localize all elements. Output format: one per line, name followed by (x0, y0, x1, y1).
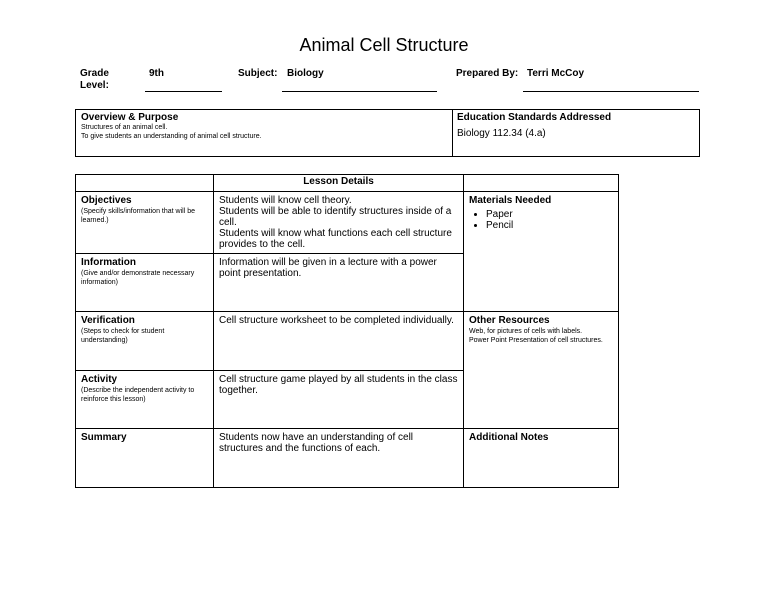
prepared-by-label: Prepared By: (456, 68, 519, 79)
verification-text: Cell structure worksheet to be completed individually. (219, 315, 454, 326)
resources-heading: Other Resources (469, 315, 550, 326)
verification-subtitle: (Steps to check for student understanding) (81, 328, 165, 344)
subject-value: Biology (287, 68, 324, 79)
materials-cell (464, 192, 619, 312)
resources-line: Web, for pictures of cells with labels. (469, 328, 583, 335)
lesson-details-table (75, 174, 619, 488)
overview-heading: Overview & Purpose (81, 112, 179, 123)
grade-level-label: Grade Level: (80, 68, 109, 91)
standards-section (457, 112, 692, 139)
table-row (76, 429, 619, 488)
overview-standards-box (75, 109, 700, 157)
header-empty-cell (464, 175, 619, 192)
header-empty-cell (76, 175, 214, 192)
notes-heading: Additional Notes (469, 432, 549, 443)
row-content-cell (214, 429, 464, 488)
row-label-cell (76, 371, 214, 429)
information-text: Information will be given in a lecture with a power point presentation. (219, 257, 437, 279)
information-title: Information (81, 257, 136, 268)
list-item: • Paper (486, 209, 613, 220)
subject-underline (282, 91, 437, 92)
materials-list (469, 209, 613, 231)
lesson-header-row (76, 175, 619, 192)
overview-line: Structures of an animal cell. (81, 124, 168, 131)
overview-line: To give students an understanding of animal cell structure. (81, 133, 262, 140)
row-content-cell (214, 371, 464, 429)
objectives-line: Students will know cell theory. (219, 195, 352, 206)
row-label-cell (76, 429, 214, 488)
objectives-line: Students will know what functions each cell structure provides to the cell. (219, 228, 452, 250)
row-label-cell (76, 192, 214, 254)
notes-cell (464, 429, 619, 488)
summary-title: Summary (81, 432, 127, 443)
verification-title: Verification (81, 315, 135, 326)
objectives-title: Objectives (81, 195, 132, 206)
resources-cell (464, 312, 619, 429)
overview-section (81, 112, 446, 141)
row-content-cell (214, 192, 464, 254)
standards-heading: Education Standards Addressed (457, 112, 612, 123)
row-content-cell (214, 312, 464, 371)
lesson-details-heading: Lesson Details (214, 175, 464, 192)
resources-line: Power Point Presentation of cell structures. (469, 337, 603, 344)
grade-level-value: 9th (149, 68, 164, 79)
grade-underline (145, 91, 222, 92)
objectives-line: Students will be able to identify structures inside of a cell. (219, 206, 452, 228)
activity-title: Activity (81, 374, 118, 385)
overview-divider (452, 110, 453, 156)
row-label-cell (76, 312, 214, 371)
activity-subtitle: (Describe the independent activity to reinforce this lesson) (81, 387, 195, 403)
materials-heading: Materials Needed (469, 195, 552, 206)
row-label-cell (76, 254, 214, 312)
prepared-underline (523, 91, 699, 92)
standards-value: Biology 112.34 (4.a) (457, 128, 546, 139)
table-row (76, 192, 619, 254)
row-content-cell (214, 254, 464, 312)
prepared-by-value: Terri McCoy (527, 68, 585, 79)
activity-text: Cell structure game played by all students in the class together. (219, 374, 458, 396)
summary-text: Students now have an understanding of cell structures and the functions of each. (219, 432, 414, 454)
page-title: Animal Cell Structure (299, 35, 469, 55)
table-row (76, 312, 619, 371)
list-item: • Pencil (486, 220, 613, 231)
information-subtitle: (Give and/or demonstrate necessary information) (81, 270, 195, 286)
subject-label: Subject: (238, 68, 278, 79)
objectives-subtitle: (Specify skills/information that will be learned.) (81, 208, 195, 224)
